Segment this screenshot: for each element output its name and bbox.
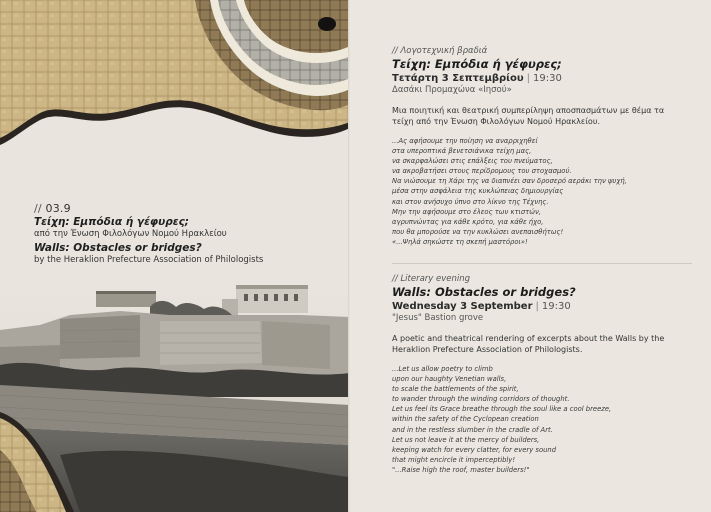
- poem-line: «...Ψηλά σηκώστε τη σκεπή μαστόροι»!: [392, 237, 528, 246]
- greek-event-place: Δασάκι Προμαχώνα «Ιησού»: [392, 85, 512, 95]
- poem-line: that might encircle it imperceptibly!: [392, 455, 516, 464]
- english-title: Walls: Obstacles or bridges?: [34, 242, 202, 254]
- poem-line: keeping watch for every clatter, for every sound: [392, 445, 557, 454]
- event-date-value: 03.9: [45, 202, 71, 215]
- poem-line: Μην την αφήσουμε στο έλεος των κτιστών,: [392, 207, 541, 216]
- greek-poem: [392, 136, 692, 247]
- poem-line: στα υπεροπτικά βενετσιάνικα τείχη μας,: [392, 147, 532, 156]
- english-event-time: 19:30: [541, 301, 571, 312]
- left-page: [0, 0, 350, 512]
- poem-line: to scale the battlements of the spirit,: [392, 385, 519, 394]
- poem-line: να σκαρφαλώσει στις επάλξεις του πνεύματος,: [392, 157, 553, 166]
- poem-line: ...Let us allow poetry to climb: [392, 365, 493, 373]
- english-organizer: by the Heraklion Prefecture Association of Philologists: [34, 255, 264, 265]
- poem-line: αγρυπνώντας για κάθε κρότο, για κάθε ήχο,: [392, 217, 544, 226]
- english-kicker: // Literary evening: [392, 274, 471, 284]
- greek-event-description: Μια ποιητική και θεατρική συμπερίληψη αποσπασμάτων με θέμα τα τείχη από την Ένωση Φιλολόγων Νομού Ηρακλείου.: [392, 106, 665, 126]
- english-event-title: Walls: Obstacles or bridges?: [392, 285, 576, 299]
- english-kicker-text: Literary evening: [400, 274, 471, 284]
- poem-line: within the safety of the Cyclopean creation: [392, 415, 539, 424]
- greek-kicker: // Λογοτεχνική βραδιά: [392, 46, 488, 56]
- greek-event-block: [392, 46, 692, 247]
- greek-event-day: Τετάρτη 3 Σεπτεμβρίου: [392, 73, 524, 84]
- event-date: // 03.9: [34, 202, 71, 215]
- greek-event-time: 19:30: [533, 73, 562, 84]
- right-page: [350, 0, 711, 512]
- section-divider: [392, 263, 692, 264]
- poem-line: Let us not leave it at the mercy of builders,: [392, 435, 540, 444]
- english-event-description: A poetic and theatrical rendering of excerpts about the Walls by the Heraklion Prefecture Association of Philologists.: [392, 334, 665, 354]
- poem-line: ...Ας αφήσουμε την ποίηση να αναρριχηθεί: [392, 137, 538, 145]
- poem-line: που θα μπορούσε να την κυκλώσει ανεπαισθήτως!: [392, 227, 564, 236]
- poem-line: upon our haughty Venetian walls,: [392, 375, 507, 384]
- greek-kicker-text: Λογοτεχνική βραδιά: [400, 46, 488, 56]
- left-event-summary: [34, 202, 334, 265]
- english-event-place: "Jesus" Bastion grove: [392, 313, 484, 323]
- poem-line: μέσα στην ασφάλεια της κυκλώπειας δημιουργίας: [392, 187, 564, 196]
- greek-organizer: από την Ένωση Φιλολόγων Νομού Ηρακλείου: [34, 229, 227, 239]
- poem-line: και στον ανήσυχο ύπνο στο λίκνο της Τέχνης.: [392, 197, 549, 206]
- poem-line: to wander through the winding corridors of thought.: [392, 395, 570, 404]
- greek-title: Τείχη: Εμπόδια ή γέφυρες;: [34, 216, 190, 228]
- poem-line: Να νιώσουμε τη Χάρι της να διαπνέει σαν δροσερό αεράκι την ψυχή,: [392, 177, 627, 186]
- greek-event-datetime: Τετάρτη 3 Σεπτεμβρίου | 19:30: [392, 73, 562, 84]
- poem-line: "...Raise high the roof, master builders!": [392, 465, 530, 474]
- english-event-datetime: Wednesday 3 September | 19:30: [392, 301, 571, 312]
- english-event-day: Wednesday 3 September: [392, 301, 533, 312]
- poem-line: Let us feel its Grace breathe through the soul like a cool breeze,: [392, 405, 612, 414]
- greek-event-title: Τείχη: Εμπόδια ή γέφυρες;: [392, 57, 562, 71]
- mosaic-decoration-bottom: [0, 412, 90, 512]
- mosaic-decoration-top: [0, 0, 350, 150]
- poem-line: and in the restless slumber in the cradle of Art.: [392, 425, 553, 434]
- english-poem: [392, 364, 692, 475]
- poem-line: να ακροβατήσει στους περίδρομους του στοχασμού.: [392, 167, 572, 176]
- english-event-block: [392, 274, 692, 475]
